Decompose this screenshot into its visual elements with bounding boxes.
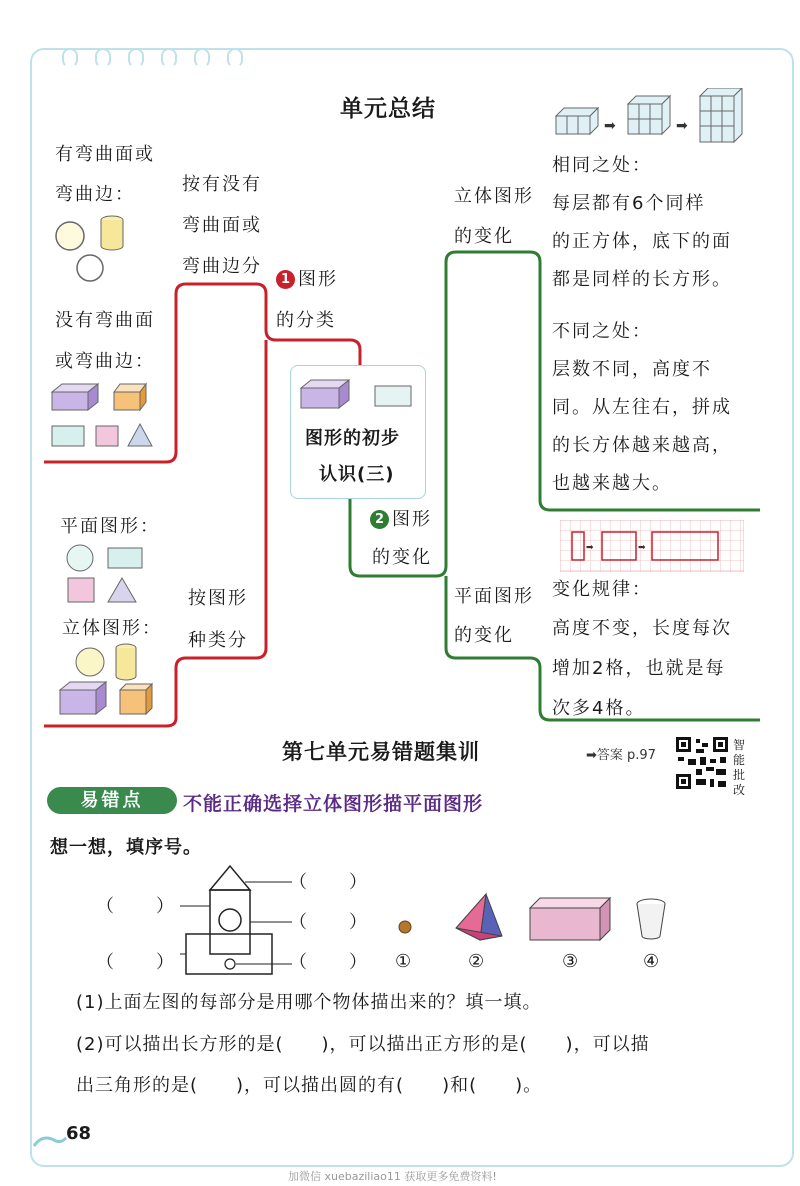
rule-text-line1: 高度不变，长度每次 — [552, 618, 732, 639]
object-number: ③ — [562, 951, 581, 972]
center-topic-box — [290, 365, 426, 499]
rule-text-line3: 次多4格。 — [552, 698, 646, 719]
paper-cup-image — [634, 896, 668, 940]
diff-text-line3: 的长方体越来越高， — [552, 435, 732, 456]
center-shapes-image — [299, 378, 419, 412]
branch2-number: 2 — [370, 510, 389, 529]
flat-shapes-image — [50, 382, 160, 452]
object-number: ② — [468, 951, 487, 972]
blank-top-right[interactable]: （ ） — [289, 872, 369, 893]
flat-label-line1: 没有弯曲面 — [55, 310, 155, 331]
curved-label-line2: 弯曲边： — [55, 184, 135, 205]
curved-label-line1: 有弯曲面或 — [55, 144, 155, 165]
rectangular-prism-image — [526, 896, 612, 942]
grid-rectangles-image — [560, 520, 744, 572]
center-title-line1: 图形的初步 — [305, 428, 400, 449]
answer-reference: ➡答案 p.97 — [586, 748, 656, 763]
svg-text:➡: ➡ — [676, 118, 688, 134]
qr-note-char: 智 — [732, 738, 745, 752]
flat-label-line2: 或弯曲边： — [55, 351, 155, 372]
branch2-label-line1 — [370, 510, 432, 529]
traced-house-diagram — [180, 862, 300, 982]
object-number: ① — [395, 951, 414, 972]
same-text-line3: 都是同样的长方形。 — [552, 269, 732, 290]
blank-bottom-left[interactable]: （ ） — [96, 952, 176, 973]
object-number: ④ — [643, 951, 662, 972]
solid-change-line2: 的变化 — [454, 226, 514, 247]
plane-shapes-label: 平面图形： — [60, 516, 160, 537]
solid-shapes-label: 立体图形： — [62, 618, 162, 639]
errors-title: 第七单元易错题集训 — [282, 740, 480, 764]
qr-note-char: 批 — [732, 768, 745, 782]
svg-text:➡: ➡ — [604, 118, 616, 134]
branch1-label: 图形 — [298, 269, 338, 290]
blank-top-left[interactable]: （ ） — [96, 896, 176, 917]
qr-note-char: 改 — [732, 783, 745, 797]
solid-shapes-image — [58, 640, 158, 720]
svg-text:➡: ➡ — [638, 543, 646, 553]
plane-shapes-image — [62, 540, 152, 610]
diff-text-line4: 也越来越大。 — [552, 473, 672, 494]
blank-middle-right[interactable]: （ ） — [289, 912, 369, 933]
diff-label: 不同之处： — [552, 321, 652, 342]
error-point-tag: 易错点 — [47, 787, 177, 814]
page-corner-icon — [30, 1130, 70, 1150]
blank-bottom-right[interactable]: （ ） — [289, 952, 369, 973]
instruction-text: 想一想，填序号。 — [50, 837, 202, 858]
criterion-type-line2: 种类分 — [188, 630, 248, 651]
question-1: (1)上面左图的每部分是用哪个物体描出来的？填一填。 — [76, 992, 542, 1013]
plane-change-line2: 的变化 — [454, 625, 514, 646]
branch2-label: 图形 — [392, 509, 432, 530]
same-text-line2: 的正方体，底下的面 — [552, 231, 732, 252]
page-number: 68 — [66, 1123, 92, 1144]
qr-code-image — [676, 737, 728, 789]
cube-stack-image — [552, 88, 752, 144]
same-label: 相同之处： — [552, 155, 652, 176]
summary-title: 单元总结 — [340, 96, 436, 122]
criterion-type-line1: 按图形 — [188, 588, 248, 609]
branch1-label-line1 — [276, 270, 338, 289]
criterion-curve-line2: 弯曲面或 — [182, 215, 262, 236]
triangular-pyramid-image — [452, 892, 504, 942]
criterion-curve-line1: 按有没有 — [182, 174, 262, 195]
diff-text-line2: 同。从左往右，拼成 — [552, 397, 732, 418]
question-2-line2[interactable]: 出三角形的是( )，可以描出圆的有( )和( )。 — [76, 1075, 543, 1096]
diff-text-line1: 层数不同，高度不 — [552, 359, 712, 380]
error-point-text: 不能正确选择立体图形描平面图形 — [183, 793, 484, 815]
rule-label: 变化规律： — [552, 579, 652, 600]
plane-change-line1: 平面图形 — [454, 586, 534, 607]
qr-note — [732, 738, 746, 798]
solid-change-line1: 立体图形 — [454, 186, 534, 207]
center-title-line2: 认识(三) — [319, 464, 395, 485]
branch1-number: 1 — [276, 270, 295, 289]
small-ball-image — [396, 918, 414, 936]
same-text-line1: 每层都有6个同样 — [552, 193, 706, 214]
branch1-label-line2: 的分类 — [276, 310, 336, 331]
footer-note: 加微信 xuebaziliao11 获取更多免费资料! — [288, 1170, 497, 1183]
rule-text-line2: 增加2格，也就是每 — [552, 658, 726, 679]
qr-note-char: 能 — [732, 753, 745, 767]
question-2-line1[interactable]: (2)可以描出长方形的是( )，可以描出正方形的是( )，可以描 — [76, 1034, 650, 1055]
curved-shapes-image — [52, 208, 132, 288]
criterion-curve-line3: 弯曲边分 — [182, 256, 262, 277]
svg-text:➡: ➡ — [586, 543, 594, 553]
branch2-label-line2: 的变化 — [372, 547, 432, 568]
